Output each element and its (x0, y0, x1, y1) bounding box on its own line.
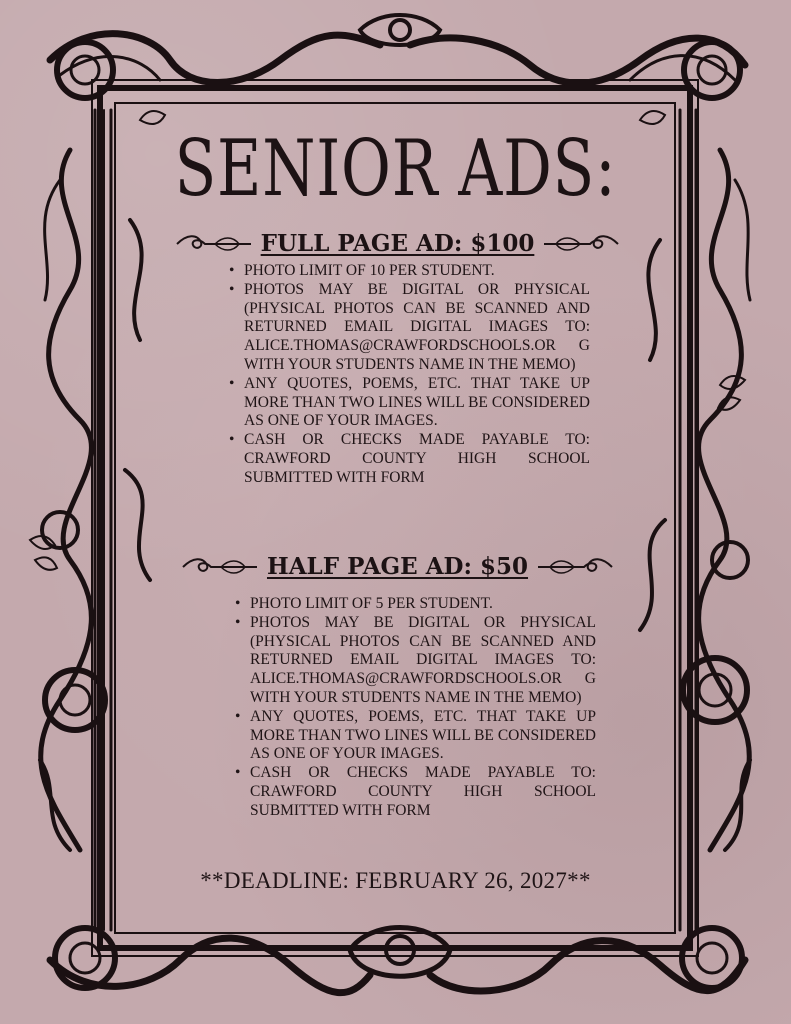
right-flourish-icon (542, 232, 620, 256)
list-item: • ANY QUOTES, POEMS, ETC. THAT TAKE UP MORE THAN TWO LINES WILL BE CONSIDERED AS ONE OF YOUR IMAGES. (244, 375, 590, 431)
page-title: SENIOR ADS: (174, 124, 617, 214)
list-item: • PHOTOS MAY BE DIGITAL OR PHYSICAL (PHYSICAL PHOTOS CAN BE SCANNED AND RETURNED EMAIL DIGITAL IMAGES TO: ALICE.THOMAS@CRAWFORDSCHOOLS.OR G WITH YOUR STUDENTS NAME IN THE MEMO) (250, 614, 596, 708)
right-flourish-icon (536, 555, 614, 579)
list-item: • ANY QUOTES, POEMS, ETC. THAT TAKE UP MORE THAN TWO LINES WILL BE CONSIDERED AS ONE OF YOUR IMAGES. (250, 708, 596, 764)
deadline-text: **DEADLINE: FEBRUARY 26, 2027** (200, 868, 591, 893)
list-item: • PHOTOS MAY BE DIGITAL OR PHYSICAL (PHYSICAL PHOTOS CAN BE SCANNED AND RETURNED EMAIL DIGITAL IMAGES TO: ALICE.THOMAS@CRAWFORDSCHOOLS.OR G WITH YOUR STUDENTS NAME IN THE MEMO) (244, 281, 590, 375)
left-flourish-icon (181, 555, 259, 579)
half-page-rules-list (232, 595, 596, 821)
full-page-heading: FULL PAGE AD: $100 (260, 230, 535, 257)
full-page-heading-row (160, 230, 635, 257)
list-item: • CASH OR CHECKS MADE PAYABLE TO: CRAWFORD COUNTY HIGH SCHOOL SUBMITTED WITH FORM (250, 764, 596, 820)
half-page-heading: HALF PAGE AD: $50 (266, 553, 529, 580)
full-page-rules-list (226, 262, 590, 488)
half-page-heading-row (160, 553, 635, 580)
list-item: • PHOTO LIMIT OF 10 PER STUDENT. (244, 262, 590, 281)
list-item: • PHOTO LIMIT OF 5 PER STUDENT. (250, 595, 596, 614)
list-item: • CASH OR CHECKS MADE PAYABLE TO: CRAWFORD COUNTY HIGH SCHOOL SUBMITTED WITH FORM (244, 431, 590, 487)
left-flourish-icon (175, 232, 253, 256)
